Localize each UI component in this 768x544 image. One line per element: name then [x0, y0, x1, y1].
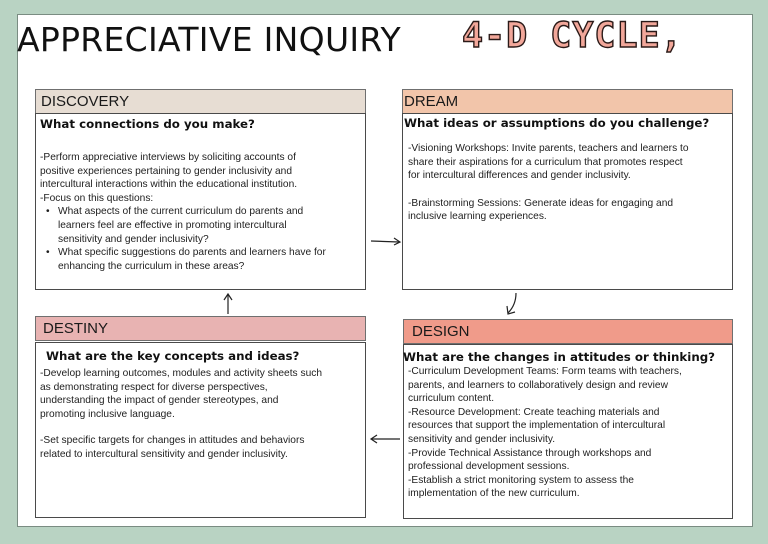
dream-header: DREAM [402, 89, 733, 114]
destiny-line: understanding the impact of gender stereotypes, and [40, 395, 279, 407]
discovery-question: What connections do you make? [40, 117, 255, 131]
arrow-up-icon [220, 292, 236, 316]
destiny-line: -Set specific targets for changes in attitudes and behaviors [40, 435, 305, 447]
discovery-line: -Perform appreciative interviews by soliciting accounts of [40, 152, 296, 163]
discovery-bullet-line: enhancing the curriculum in these areas? [58, 260, 245, 272]
destiny-box [35, 342, 366, 518]
dream-line: share their aspirations for a curriculum that promotes respect [408, 156, 683, 168]
page-title: APPRECIATIVE INQUIRY [17, 20, 402, 59]
destiny-line: promoting inclusive language. [40, 408, 175, 420]
design-line: professional development sessions. [408, 461, 570, 473]
discovery-line: intercultural interactions within the educational institution. [40, 179, 298, 191]
design-line: -Resource Development: Create teaching materials and [408, 406, 660, 418]
design-line: -Provide Technical Assistance through workshops and [408, 447, 652, 459]
discovery-bullet-line: • What aspects of the current curriculum do parents and [58, 206, 304, 218]
dream-line: inclusive learning experiences. [408, 211, 547, 223]
destiny-line: as demonstrating respect for diverse perspectives, [40, 381, 268, 393]
discovery-bullet-line: learners feel are effective in promoting intercultural [58, 219, 287, 231]
destiny-line: -Develop learning outcomes, modules and activity sheets such [40, 368, 323, 379]
dream-question: What ideas or assumptions do you challenge? [404, 116, 710, 130]
arrow-right-icon [369, 233, 403, 249]
discovery-bullet-list [56, 205, 362, 273]
destiny-question: What are the key concepts and ideas? [46, 349, 300, 363]
page-subtitle: 4-D CYCLE, [462, 16, 683, 56]
arrow-down-icon [503, 291, 523, 317]
design-line: sensitivity and gender inclusivity. [408, 433, 556, 445]
discovery-bullet-line: sensitivity and gender inclusivity? [58, 233, 209, 245]
dream-box [402, 113, 733, 290]
design-box [403, 344, 733, 519]
discovery-bullet [56, 205, 362, 246]
arrow-left-icon [368, 432, 402, 446]
dream-line: -Brainstorming Sessions: Generate ideas for engaging and [408, 197, 674, 209]
discovery-header: DISCOVERY [35, 89, 366, 114]
design-line: implementation of the new curriculum. [408, 488, 580, 500]
destiny-line: related to intercultural sensitivity and gender inclusivity. [40, 448, 288, 460]
design-line: parents, and learners to collaboratively design and review [408, 379, 668, 391]
design-header: DESIGN [403, 319, 733, 344]
destiny-header: DESTINY [35, 316, 366, 341]
discovery-box [35, 113, 366, 290]
discovery-line: positive experiences pertaining to gender inclusivity and [40, 165, 293, 177]
design-line: -Establish a strict monitoring system to assess the [408, 474, 634, 486]
discovery-line: -Focus on this questions: [40, 192, 154, 204]
discovery-bullet [56, 246, 362, 273]
dream-line: for intercultural differences and gender inclusivity. [408, 170, 631, 182]
design-line: -Curriculum Development Teams: Form teams with teachers, [408, 366, 682, 377]
discovery-bullet-line: • What specific suggestions do parents and learners have for [58, 247, 326, 259]
design-line: resources that support the implementation of intercultural [408, 420, 666, 432]
dream-line: -Visioning Workshops: Invite parents, teachers and learners to [408, 143, 689, 154]
design-line: curriculum content. [408, 393, 495, 405]
design-question: What are the changes in attitudes or thinking? [403, 350, 716, 364]
